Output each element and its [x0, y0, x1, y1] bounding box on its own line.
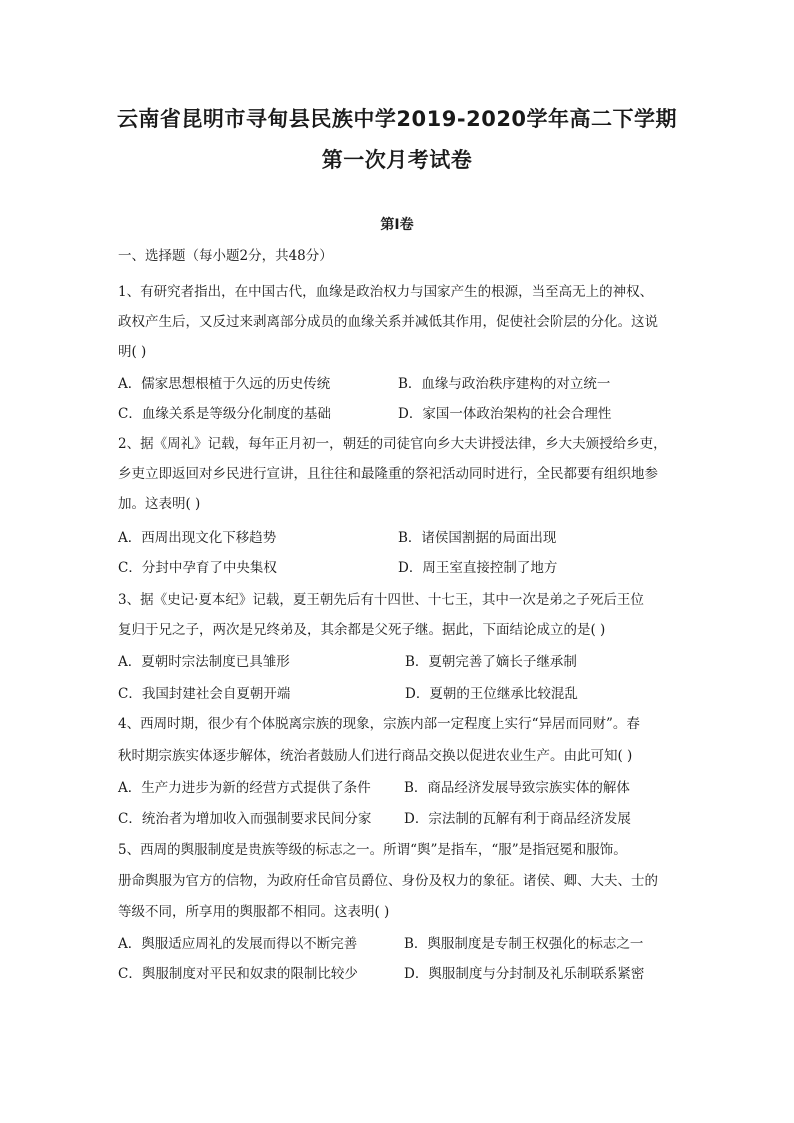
question-3-option-a: A．夏朝时宗法制度已具雏形 — [118, 654, 290, 670]
question-2-line-3: 加。这表明( ) — [118, 496, 201, 512]
exam-subtitle: 第一次月考试卷 — [321, 148, 473, 172]
question-4-option-c: C．统治者为增加收入而强制要求民间分家 — [118, 811, 372, 827]
question-1-line-1: 1、有研究者指出，在中国古代，血缘是政治权力与国家产生的根源，当至高无上的神权、 — [118, 284, 654, 300]
question-3-option-c: C．我国封建社会自夏朝开端 — [118, 686, 291, 702]
question-4-line-1: 4、西周时期，很少有个体脱离宗族的现象，宗族内部一定程度上实行“异居而同财”。春 — [118, 716, 640, 732]
question-4-option-d: D．宗法制的瓦解有利于商品经济发展 — [404, 811, 631, 827]
question-5-line-2: 册命舆服为官方的信物，为政府任命官员爵位、身份及权力的象征。诸侯、卿、大夫、士的 — [118, 873, 658, 889]
question-3-option-d: D．夏朝的王位继承比较混乱 — [405, 686, 578, 702]
question-1-line-3: 明( ) — [118, 344, 147, 360]
question-3-option-b: B．夏朝完善了嫡长子继承制 — [405, 654, 577, 670]
question-5-line-3: 等级不同，所享用的舆服都不相同。这表明( ) — [118, 904, 390, 920]
question-2-option-d: D．周王室直接控制了地方 — [398, 560, 558, 576]
question-2-line-1: 2、据《周礼》记载，每年正月初一，朝廷的司徒官向乡大夫讲授法律，乡大夫颁授给乡吏， — [118, 436, 667, 452]
question-3-line-2: 复归于兄之子，两次是兄终弟及，其余都是父死子继。据此，下面结论成立的是( ) — [118, 622, 606, 638]
question-2-option-c: C．分封中孕育了中央集权 — [118, 560, 277, 576]
question-2-option-a: A．西周出现文化下移趋势 — [118, 530, 277, 546]
question-4-line-2: 秋时期宗族实体逐步解体，统治者鼓励人们进行商品交换以促进农业生产。由此可知( ) — [118, 748, 633, 764]
section-heading: 第Ⅰ卷 — [380, 217, 414, 233]
question-4-option-b: B．商品经济发展导致宗族实体的解体 — [404, 780, 630, 796]
question-1-option-a: A．儒家思想根植于久远的历史传统 — [118, 376, 331, 392]
question-1-option-b: B．血缘与政治秩序建构的对立统一 — [398, 376, 611, 392]
question-5-option-c: C．舆服制度对平民和奴隶的限制比较少 — [118, 966, 358, 982]
question-1-option-c: C．血缘关系是等级分化制度的基础 — [118, 406, 331, 422]
question-3-line-1: 3、据《史记·夏本纪》记载，夏王朝先后有十四世、十七王，其中一次是弟之子死后王位 — [118, 592, 644, 608]
question-2-line-2: 乡吏立即返回对乡民进行宣讲，且往往和最隆重的祭祀活动同时进行，全民都要有组织地参 — [118, 466, 658, 482]
question-5-option-b: B．舆服制度是专制王权强化的标志之一 — [404, 936, 644, 952]
question-5-line-1: 5、西周的舆服制度是贵族等级的标志之一。所谓“舆”是指车，“服”是指冠冕和服饰。 — [118, 842, 627, 858]
question-1-option-d: D．家国一体政治架构的社会合理性 — [398, 406, 612, 422]
part-heading: 一、选择题（每小题2分，共48分） — [118, 248, 333, 264]
question-2-option-b: B．诸侯国割据的局面出现 — [398, 530, 557, 546]
question-4-option-a: A．生产力进步为新的经营方式提供了条件 — [118, 780, 371, 796]
question-5-option-a: A．舆服适应周礼的发展而得以不断完善 — [118, 936, 358, 952]
question-1-line-2: 政权产生后，又反过来剥离部分成员的血缘关系并减低其作用，促使社会阶层的分化。这说 — [118, 314, 658, 330]
question-5-option-d: D．舆服制度与分封制及礼乐制联系紧密 — [404, 966, 645, 982]
exam-title: 云南省昆明市寻甸县民族中学2019-2020学年高二下学期 — [116, 107, 678, 131]
